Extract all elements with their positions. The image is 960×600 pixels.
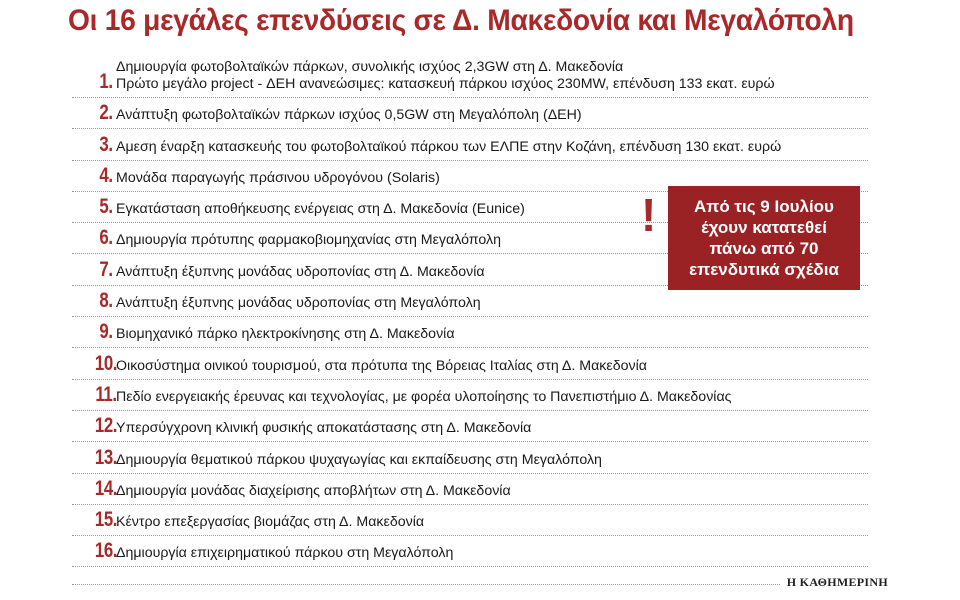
item-number: 4.: [99, 163, 113, 187]
item-text: Δημιουργία επιχειρηματικού πάρκου στη Μεγαλόπολη: [116, 545, 454, 562]
item-number: 13.: [94, 445, 118, 469]
item-text: Βιομηχανικό πάρκο ηλεκτροκίνησης στη Δ. Μακεδονία: [116, 326, 455, 343]
list-item: [72, 536, 868, 567]
item-text: Μονάδα παραγωγής πράσινου υδρογόνου (Solaris): [116, 169, 440, 186]
publisher-logo: Η ΚΑΘΗΜΕΡΙΝΗ: [786, 575, 888, 589]
divider: [72, 584, 780, 585]
item-number: 8.: [99, 289, 113, 313]
item-text: Δημιουργία θεματικού πάρκου ψυχαγωγίας και εκπαίδευσης στη Μεγαλόπολη: [116, 451, 602, 468]
list-item: [72, 129, 868, 160]
list-item: [72, 54, 868, 98]
item-text: Πεδίο ενεργειακής έρευνας και τεχνολογίας, με φορέα υλοποίησης το Πανεπιστήμιο Δ. Μακεδονίας: [116, 388, 732, 405]
item-number: 16.: [94, 539, 118, 563]
item-text: Ανάπτυξη φωτοβολταϊκών πάρκων ισχύος 0,5GW στη Μεγαλόπολη (ΔΕΗ): [116, 107, 582, 124]
list-item: [72, 505, 868, 536]
list-item: [72, 286, 868, 317]
list-item: [72, 411, 868, 442]
item-line: Πρώτο μεγάλο project - ΔΕΗ ανανεώσιμες: κατασκευή πάρκου ισχύος 230MW, επένδυση 133 εκατ. ευρώ: [116, 76, 775, 92]
exclamation-icon: !: [641, 189, 657, 241]
list-item: [72, 348, 868, 379]
callout-box: Από τις 9 Ιουλίου έχουν κατατεθεί πάνω από 70 επενδυτικά σχέδια: [668, 186, 860, 290]
item-number: 14.: [94, 476, 118, 500]
item-text: Ανάπτυξη έξυπνης μονάδας υδροπονίας στη Δ. Μακεδονία: [116, 263, 485, 280]
item-text: Δημιουργία πρότυπης φαρμακοβιομηχανίας στη Μεγαλόπολη: [116, 232, 501, 249]
item-number: 10.: [94, 351, 118, 375]
item-text: Κέντρο επεξεργασίας βιομάζας στη Δ. Μακεδονία: [116, 514, 425, 531]
item-number: 11.: [95, 382, 117, 406]
item-text: Ανάπτυξη έξυπνης μονάδας υδροπονίας στη Μεγαλόπολη: [116, 295, 481, 312]
list-item: [72, 474, 868, 505]
item-number: 6.: [99, 226, 113, 250]
list-item: [72, 380, 868, 411]
item-text: Αμεση έναρξη κατασκευής του φωτοβολταϊκού πάρκου των ΕΛΠΕ στην Κοζάνη, επένδυση 130 εκατ. ευρώ: [116, 138, 782, 155]
item-number: 7.: [99, 257, 113, 281]
item-text: Υπερσύγχρονη κλινική φυσικής αποκατάστασης στη Δ. Μακεδονία: [116, 420, 532, 437]
list-item: [72, 442, 868, 473]
item-number: 1.: [99, 70, 113, 93]
item-number: 9.: [99, 320, 113, 344]
page-title: Οι 16 μεγάλες επενδύσεις σε Δ. Μακεδονία και Μεγαλόπολη: [68, 4, 854, 37]
item-text: [116, 59, 775, 93]
item-text: Οικοσύστημα οινικού τουρισμού, στα πρότυπα της Βόρειας Ιταλίας στη Δ. Μακεδονία: [116, 357, 647, 374]
list-item: [72, 98, 868, 129]
item-number: 15.: [94, 508, 118, 532]
investment-list: [72, 54, 868, 567]
item-text: Εγκατάσταση αποθήκευσης ενέργειας στη Δ. Μακεδονία (Eunice): [116, 201, 525, 218]
item-number: 3.: [99, 132, 113, 156]
item-line: Δημιουργία φωτοβολταϊκών πάρκων, συνολικής ισχύος 2,3GW στη Δ. Μακεδονία: [116, 59, 624, 75]
item-text: Δημιουργία μονάδας διαχείρισης αποβλήτων στη Δ. Μακεδονία: [116, 482, 511, 499]
list-item: [72, 317, 868, 348]
item-number: 12.: [94, 414, 118, 438]
item-number: 5.: [99, 195, 113, 219]
item-number: 2.: [99, 101, 113, 125]
